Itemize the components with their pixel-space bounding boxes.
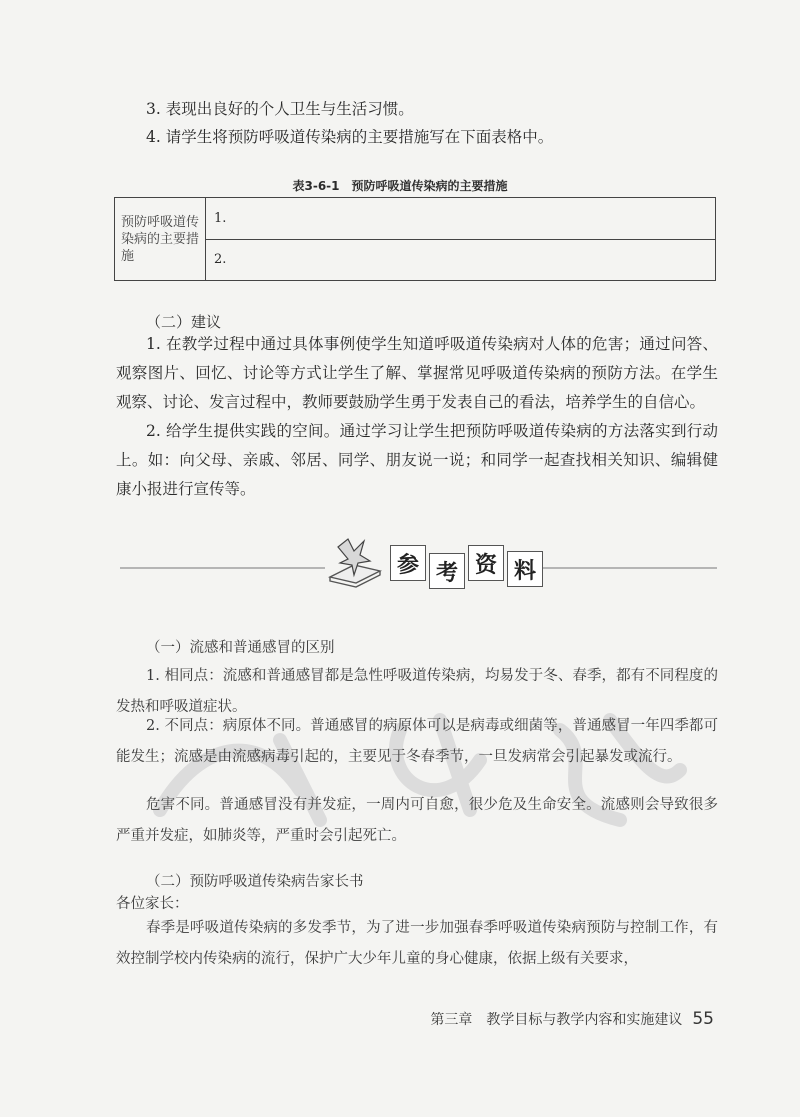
suggestion-paragraph-2: 2. 给学生提供实践的空间。通过学习让学生把预防呼吸道传染病的方法落实到行动上。如：向父母、亲戚、邻居、同学、朋友说一说；和同学一起查找相关知识、编辑健康小报进行宣传等。 (116, 422, 718, 498)
reference-banner (390, 545, 543, 589)
list-item-4: 4. 请学生将预防呼吸道传染病的主要措施写在下面表格中。 (146, 128, 554, 146)
suggestion-paragraph-1: 1. 在教学过程中通过具体事例使学生知道呼吸道传染病对人体的危害；通过问答、观察图片、回忆、讨论等方式让学生了解、掌握常见呼吸道传染病的预防方法。在学生观察、讨论、发言过程中，教师要鼓励学生勇于发表自己的看法，培养学生的自信心。 (116, 335, 718, 411)
table-cell-2: 2. (206, 239, 716, 281)
table-caption: 表3-6-1 预防呼吸道传染病的主要措施 (292, 179, 508, 193)
reference-heading-2: （二）预防呼吸道传染病告家长书 (146, 874, 364, 890)
banner-line-left (120, 567, 325, 569)
measures-table (114, 197, 716, 281)
page-number: 55 (692, 1009, 714, 1029)
table-row-header: 预防呼吸道传染病的主要措施 (115, 198, 206, 281)
reference-paragraph-2: 2. 不同点：病原体不同。普通感冒的病原体可以是病毒或细菌等，普通感冒一年四季都可能发生；流感是由流感病毒引起的，主要见于冬春季节，一旦发病常会引起暴发或流行。 (116, 718, 718, 765)
reference-paragraph-4: 春季是呼吸道传染病的多发季节，为了进一步加强春季呼吸道传染病预防与控制工作，有效控制学校内传染病的流行，保护广大少年儿童的身心健康，依据上级有关要求， (116, 920, 718, 967)
suggestion-heading: （二）建议 (146, 313, 222, 331)
table-cell-1: 1. (206, 198, 716, 240)
banner-char: 参 (390, 545, 426, 581)
reference-heading-1: （一）流感和普通感冒的区别 (146, 640, 335, 656)
reference-paragraph-3: 危害不同。普通感冒没有并发症，一周内可自愈，很少危及生命安全。流感则会导致很多严重并发症，如肺炎等，严重时会引起死亡。 (116, 797, 718, 844)
banner-char: 资 (468, 545, 504, 581)
reference-paragraph-1: 1. 相同点：流感和普通感冒都是急性呼吸道传染病，均易发于冬、春季，都有不同程度的发热和呼吸道症状。 (116, 668, 718, 715)
letter-salutation: 各位家长： (116, 896, 189, 912)
book-leaf-icon (326, 537, 384, 589)
banner-char: 料 (507, 551, 543, 587)
banner-char: 考 (429, 553, 465, 589)
page-footer (430, 1009, 714, 1029)
chapter-title: 第三章 教学目标与教学内容和实施建议 (430, 1012, 683, 1028)
list-item-3: 3. 表现出良好的个人卫生与生活习惯。 (146, 100, 414, 118)
